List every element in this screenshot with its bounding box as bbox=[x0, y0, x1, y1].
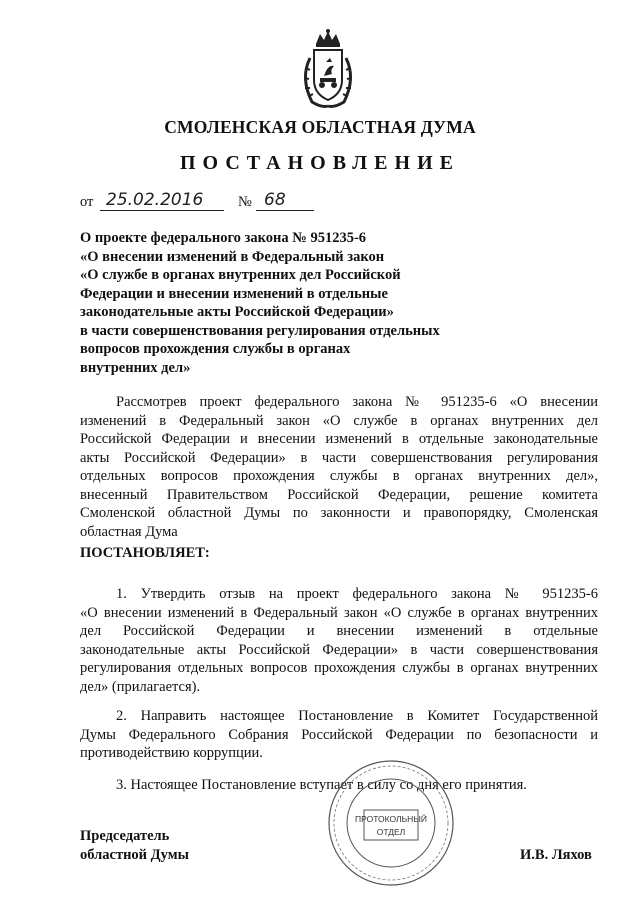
signatory-title bbox=[80, 827, 189, 865]
stamp-text-line: ОТДЕЛ bbox=[376, 827, 406, 837]
subject-line: Федерации и внесении изменений в отдельные bbox=[80, 285, 388, 302]
item-1-paragraph bbox=[80, 585, 598, 696]
resolves-heading: ПОСТАНОВЛЯЕТ: bbox=[80, 545, 210, 561]
document-subject bbox=[80, 229, 500, 377]
text-line: противодействию коррупции. bbox=[80, 745, 263, 761]
smolensk-coat-of-arms-icon bbox=[292, 28, 364, 110]
preamble-paragraph bbox=[80, 393, 598, 541]
signatory-title-line: областной Думы bbox=[80, 847, 189, 863]
official-stamp-icon bbox=[326, 758, 456, 888]
stamp-text-line: ПРОТОКОЛЬНЫЙ bbox=[355, 814, 427, 824]
text-line: акты Российской Федерации» в части совершенствования регулирования bbox=[80, 449, 598, 466]
text-line: 2. Направить настоящее Постановление в Комитет Государственной bbox=[116, 708, 598, 724]
text-line: «О внесении изменений в Федеральный закон «О службе в органах внутренних bbox=[80, 604, 598, 621]
number-label: № bbox=[238, 194, 252, 210]
text-line: 3. Настоящее Постановление вступает в силу со дня его принятия. bbox=[116, 777, 527, 793]
subject-line: «О внесении изменений в Федеральный закон bbox=[80, 248, 385, 265]
subject-line: в части совершенствования регулирования отдельных bbox=[80, 322, 440, 339]
number-value: 68 bbox=[256, 190, 314, 211]
text-line: дел Российской Федерации и внесении изменений в отдельные bbox=[80, 623, 598, 639]
subject-line: О проекте федерального закона № 951235-6 bbox=[80, 230, 367, 246]
text-line: законодательные акты Российской Федерации» в части совершенствования bbox=[80, 641, 598, 658]
text-line: Рассмотрев проект федерального закона № 951235-6 «О внесении bbox=[116, 394, 598, 410]
subject-line: законодательные акты Российской Федерации» bbox=[80, 304, 394, 320]
text-line: Смоленской областной Думы по законности и правопорядку, Смоленская bbox=[80, 505, 598, 521]
signatory-title-line: Председатель bbox=[80, 828, 170, 844]
subject-line: «О службе в органах внутренних дел Российской bbox=[80, 267, 401, 283]
signatory-name: И.В. Ляхов bbox=[520, 847, 592, 863]
text-line: Российской Федерации и внесении изменений в отдельные законодательные bbox=[80, 431, 598, 447]
text-line: Думы Федерального Собрания Российской Федерации по безопасности и bbox=[80, 726, 598, 743]
text-line: регулирования отдельных вопросов прохождения службы в органах внутренних bbox=[80, 660, 598, 676]
text-line: внесенный Правительством Российской Федерации, решение комитета bbox=[80, 486, 598, 503]
subject-line: вопросов прохождения службы в органах bbox=[80, 341, 351, 357]
organization-name: СМОЛЕНСКАЯ ОБЛАСТНАЯ ДУМА bbox=[164, 117, 476, 137]
date-number-line bbox=[80, 190, 400, 212]
item-2-paragraph bbox=[80, 707, 598, 763]
text-line: отдельных вопросов прохождения службы в органах внутренних дел», bbox=[80, 468, 598, 484]
text-line: дел» (прилагается). bbox=[80, 678, 201, 695]
text-line: 1. Утвердить отзыв на проект федерального закона № 951235-6 bbox=[116, 586, 598, 602]
text-line: изменений в Федеральный закон «О службе в органах внутренних дел bbox=[80, 412, 598, 429]
text-line: областная Дума bbox=[80, 523, 178, 540]
subject-line: внутренних дел» bbox=[80, 359, 191, 376]
date-value: 25.02.2016 bbox=[100, 190, 224, 211]
document-type: ПОСТАНОВЛЕНИЕ bbox=[180, 152, 460, 174]
date-label: от bbox=[80, 194, 94, 210]
